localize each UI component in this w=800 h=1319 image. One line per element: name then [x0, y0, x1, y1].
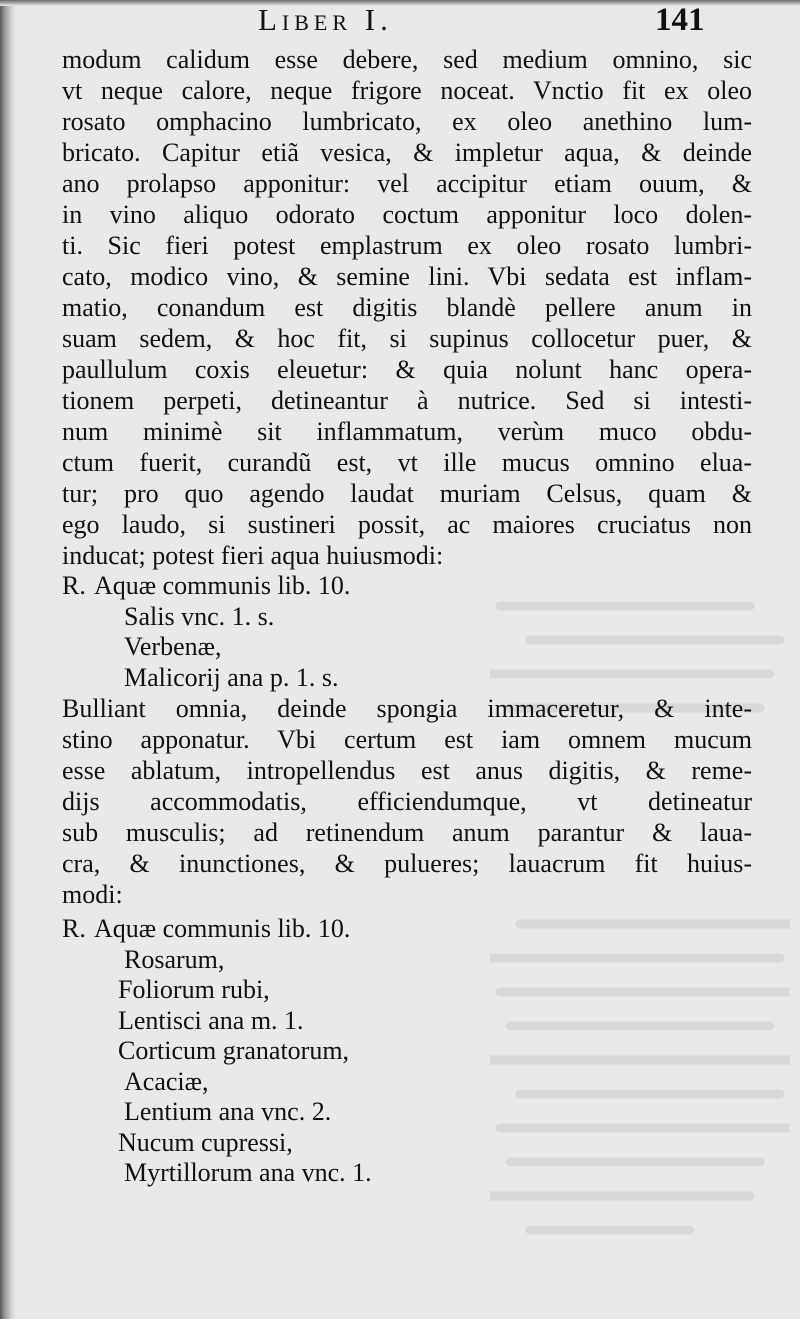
recipe-1 — [62, 571, 752, 693]
text-line: cato, modico vino, & semine lini. Vbi sedata est inflam- — [62, 262, 752, 291]
text-line: ctum fuerit, curandũ est, vt ille mucus omnino elua- — [62, 448, 752, 477]
page-number: 141 — [655, 2, 705, 38]
recipe-ingredient: Verbenæ, — [124, 632, 222, 661]
recipe-ingredient: Rosarum, — [124, 944, 225, 974]
recipe-ingredient: Salis vnc. 1. s. — [124, 601, 275, 631]
text-line: stino apponatur. Vbi certum est iam omnem mucum — [62, 725, 752, 754]
page-header — [0, 2, 800, 48]
text-line: matio, conandum est digitis blandè pellere anum in — [62, 293, 752, 322]
text-line: tur; pro quo agendo laudat muriam Celsus, quam & — [62, 479, 752, 508]
text-line: Bulliant omnia, deinde spongia immaceretur, & inte- — [62, 694, 752, 723]
recipe-line — [32, 914, 752, 945]
recipe-ingredient: Nucum cupressi, — [118, 1127, 293, 1157]
text-line: ti. Sic fieri potest emplastrum ex oleo rosato lumbri- — [62, 231, 752, 260]
paragraph-2 — [62, 693, 752, 910]
recipe-ingredient: Lentium ana vnc. 2. — [124, 1097, 332, 1126]
page-body — [62, 44, 752, 1189]
recipe-ingredient: Aquæ communis lib. 10. — [94, 571, 351, 600]
recipe-ingredient: Acaciæ, — [124, 1066, 209, 1096]
text-line: rosato omphacino lumbricato, ex oleo anethino lum- — [62, 107, 752, 136]
recipe-ingredient: Corticum granatorum, — [118, 1036, 350, 1065]
text-line: ano prolapso apponitur: vel accipitur etiam ouum, & — [62, 169, 752, 198]
recipe-ingredient: Lentisci ana m. 1. — [118, 1005, 304, 1035]
running-title: Liber I. — [258, 2, 393, 37]
recipe-line — [32, 571, 752, 602]
page-gutter-shadow — [0, 0, 16, 1319]
recipe-ingredient: Malicorij ana p. 1. s. — [124, 662, 339, 692]
text-line: tionem perpeti, detineantur à nutrice. Sed si intesti- — [62, 386, 752, 415]
text-line: vt neque calore, neque frigore noceat. Vnctio fit ex oleo — [62, 76, 752, 105]
paragraph-1 — [62, 44, 752, 571]
text-line: sub musculis; ad retinendum anum parantur & laua- — [62, 818, 752, 847]
recipe-ingredient: Aquæ communis lib. 10. — [94, 914, 351, 943]
text-line: esse ablatum, intropellendus est anus digitis, & reme- — [62, 756, 752, 785]
text-line: in vino aliquo odorato coctum apponitur loco dolen- — [62, 200, 752, 229]
recipe-mark: R. — [62, 914, 86, 943]
text-line: inducat; potest fieri aqua huiusmodi: — [62, 541, 444, 570]
text-line: dijs accommodatis, efficiendumque, vt detineatur — [62, 787, 752, 816]
text-line: num minimè sit inflammatum, verùm muco obdu- — [62, 417, 752, 446]
text-line: ego laudo, si sustineri possit, ac maiores cruciatus non — [62, 510, 752, 539]
text-line: modi: — [62, 880, 123, 909]
recipe-2 — [62, 914, 752, 1189]
text-line: modum calidum esse debere, sed medium omnino, sic — [62, 45, 752, 74]
recipe-ingredient: Foliorum rubi, — [118, 975, 270, 1004]
recipe-mark: R. — [62, 571, 86, 600]
text-line: suam sedem, & hoc fit, si supinus collocetur puer, & — [62, 324, 752, 353]
recipe-ingredient: Myrtillorum ana vnc. 1. — [124, 1158, 372, 1187]
text-line: paullulum coxis eleuetur: & quia nolunt hanc opera- — [62, 355, 752, 384]
text-line: cra, & inunctiones, & pulueres; lauacrum fit huius- — [62, 849, 752, 878]
text-line: bricato. Capitur etiã vesica, & impletur aqua, & deinde — [62, 138, 752, 167]
